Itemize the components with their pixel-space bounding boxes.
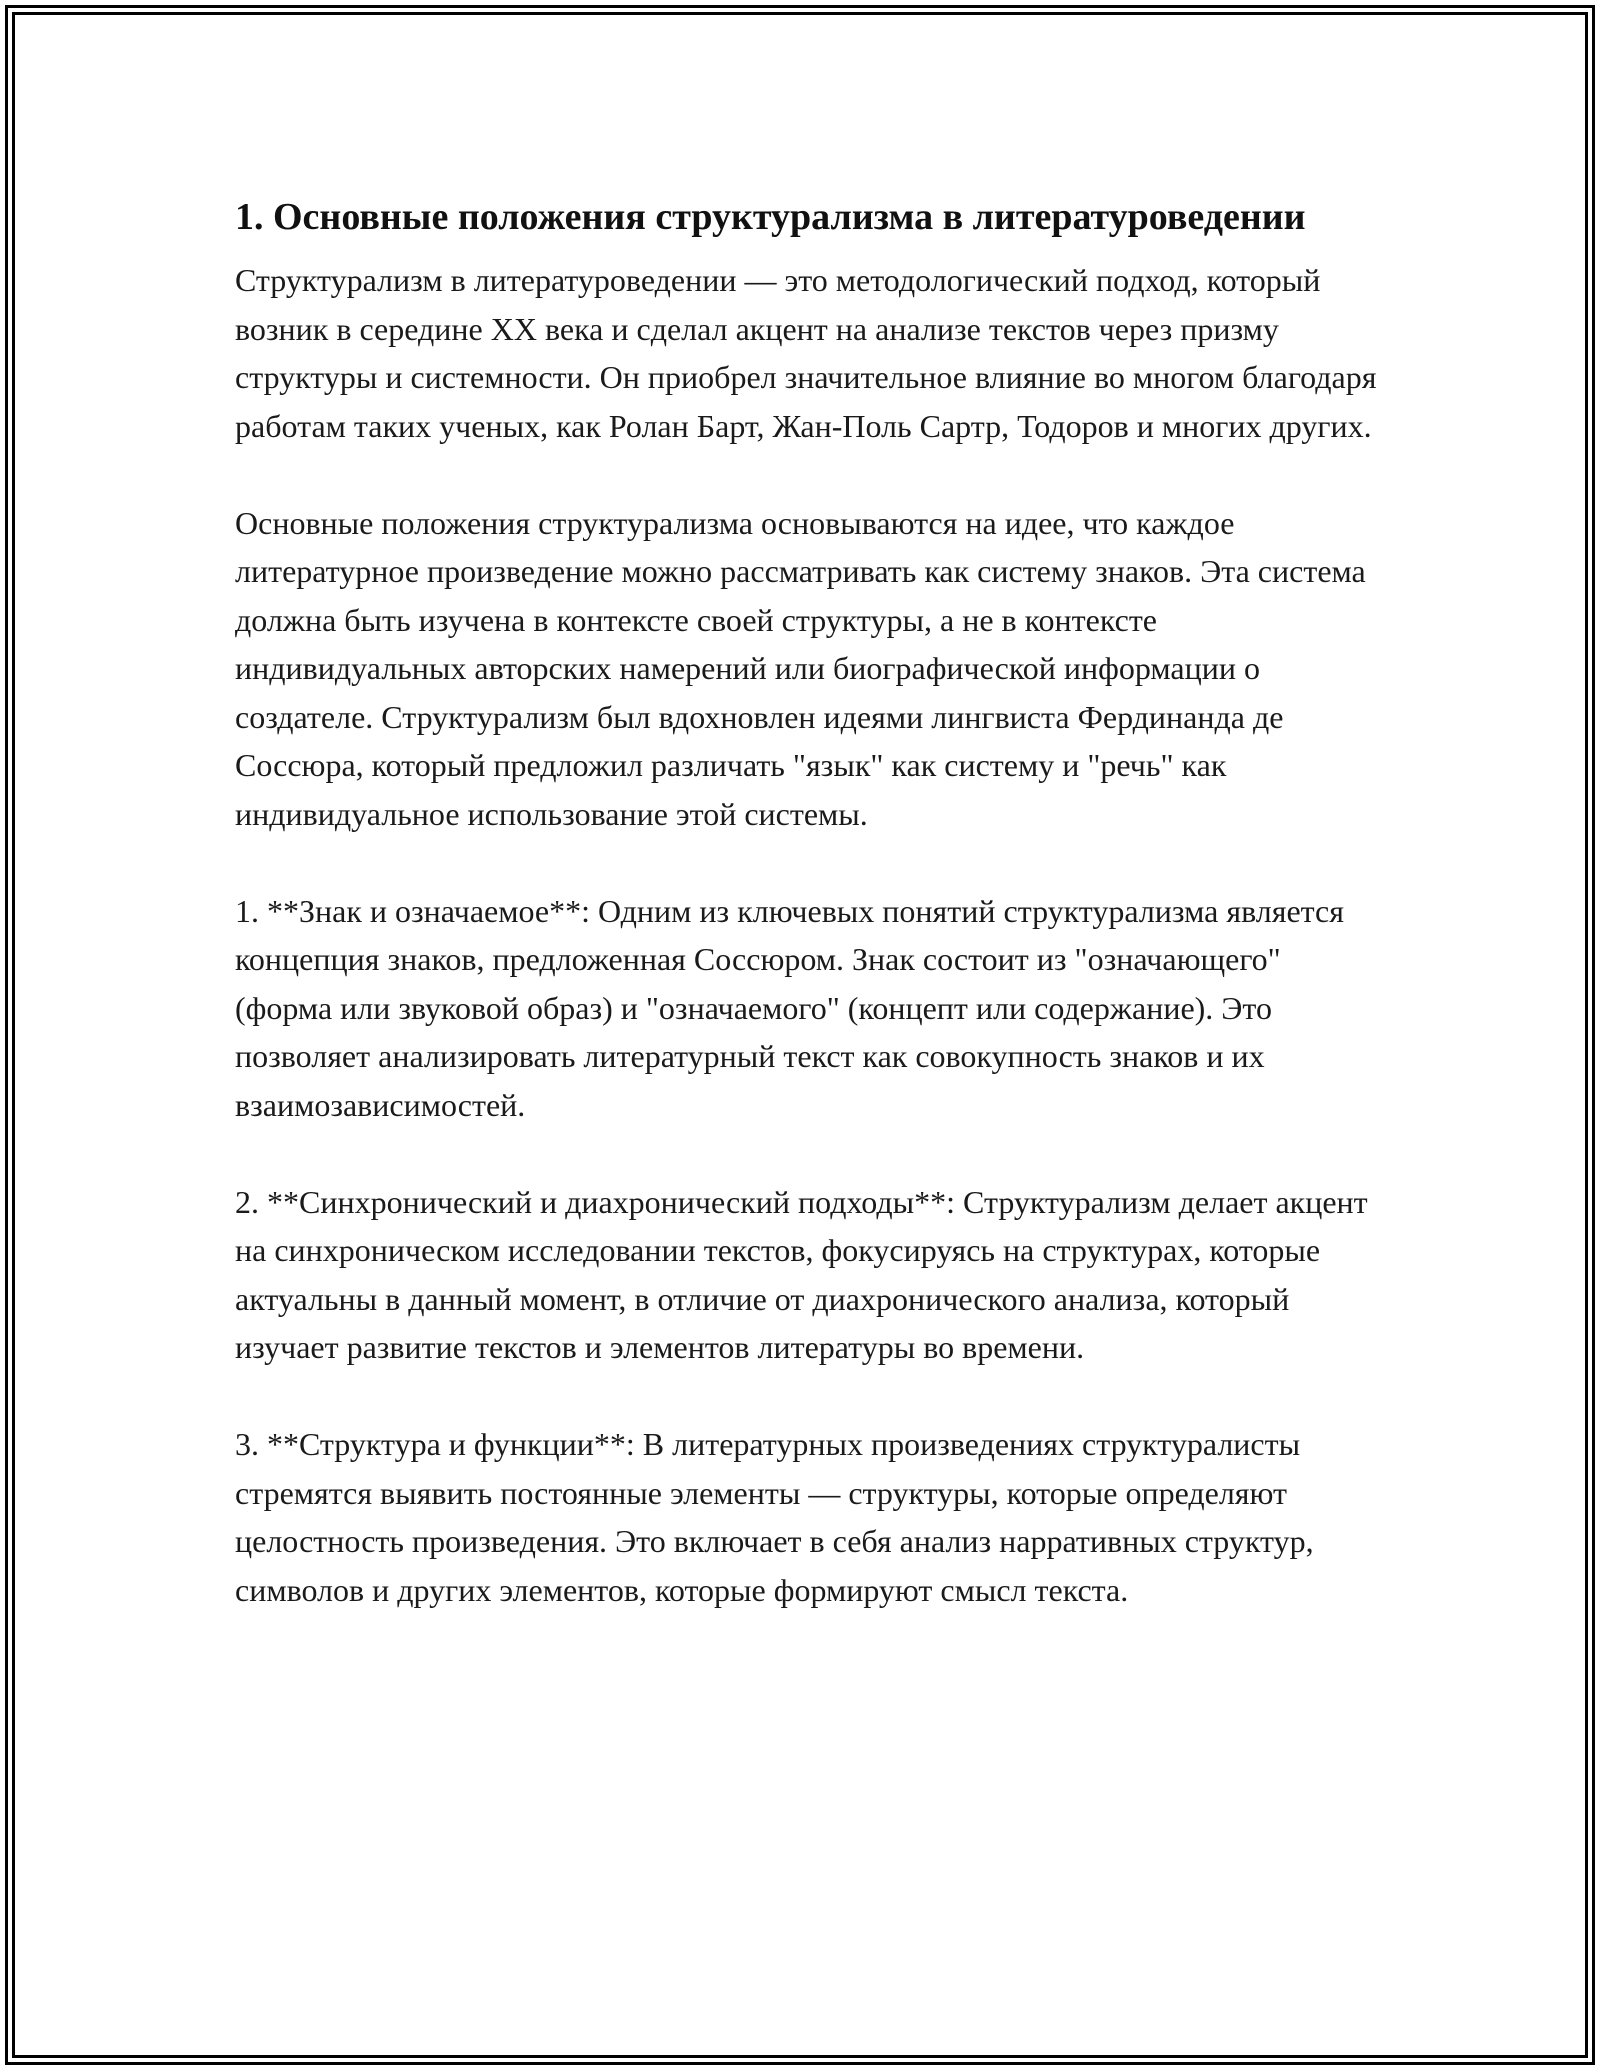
document-body	[235, 190, 1380, 1614]
list-item-sign-and-signified: 1. **Знак и означаемое**: Одним из ключевых понятий структурализма является концепция знаков, предложенная Соссюром. Знак состоит из "означающего" (форма или звуковой образ) и "означаемого" (концепт или содержание). Это позволяет анализировать литературный текст как совокупность знаков и их взаимозависимостей.	[235, 892, 1344, 1123]
paragraph-main-principles: Основные положения структурализма основываются на идее, что каждое литературное произведение можно рассматривать как систему знаков. Эта система должна быть изучена в контексте своей структуры, а не в контексте индивидуальных авторских намерений или биографической информации о создателе. Структурализм был вдохновлен идеями лингвиста Фердинанда де Соссюра, который предложил различать "язык" как систему и "речь" как индивидуальное использование этой системы.	[235, 504, 1366, 832]
list-item-synchronic-diachronic: 2. **Синхронический и диахронический подходы**: Структурализм делает акцент на синхроническом исследовании текстов, фокусируясь на структурах, которые актуальны в данный момент, в отличие от диахронического анализа, который изучает развитие текстов и элементов литературы во времени.	[235, 1183, 1368, 1365]
section-heading: 1. Основные положения структурализма в литературоведении	[235, 196, 1306, 238]
list-item-structure-and-functions: 3. **Структура и функции**: В литературных произведениях структуралисты стремятся выявить постоянные элементы — структуры, которые определяют целостность произведения. Это включает в себя анализ нарративных структур, символов и других элементов, которые формируют смысл текста.	[235, 1426, 1314, 1608]
paragraph-intro: Структурализм в литературоведении — это методологический подход, который возник в середине XX века и сделал акцент на анализе текстов через призму структуры и системности. Он приобрел значительное влияние во многом благодаря работам таких ученых, как Ролан Барт, Жан-Поль Сартр, Тодоров и многих других.	[235, 262, 1377, 444]
